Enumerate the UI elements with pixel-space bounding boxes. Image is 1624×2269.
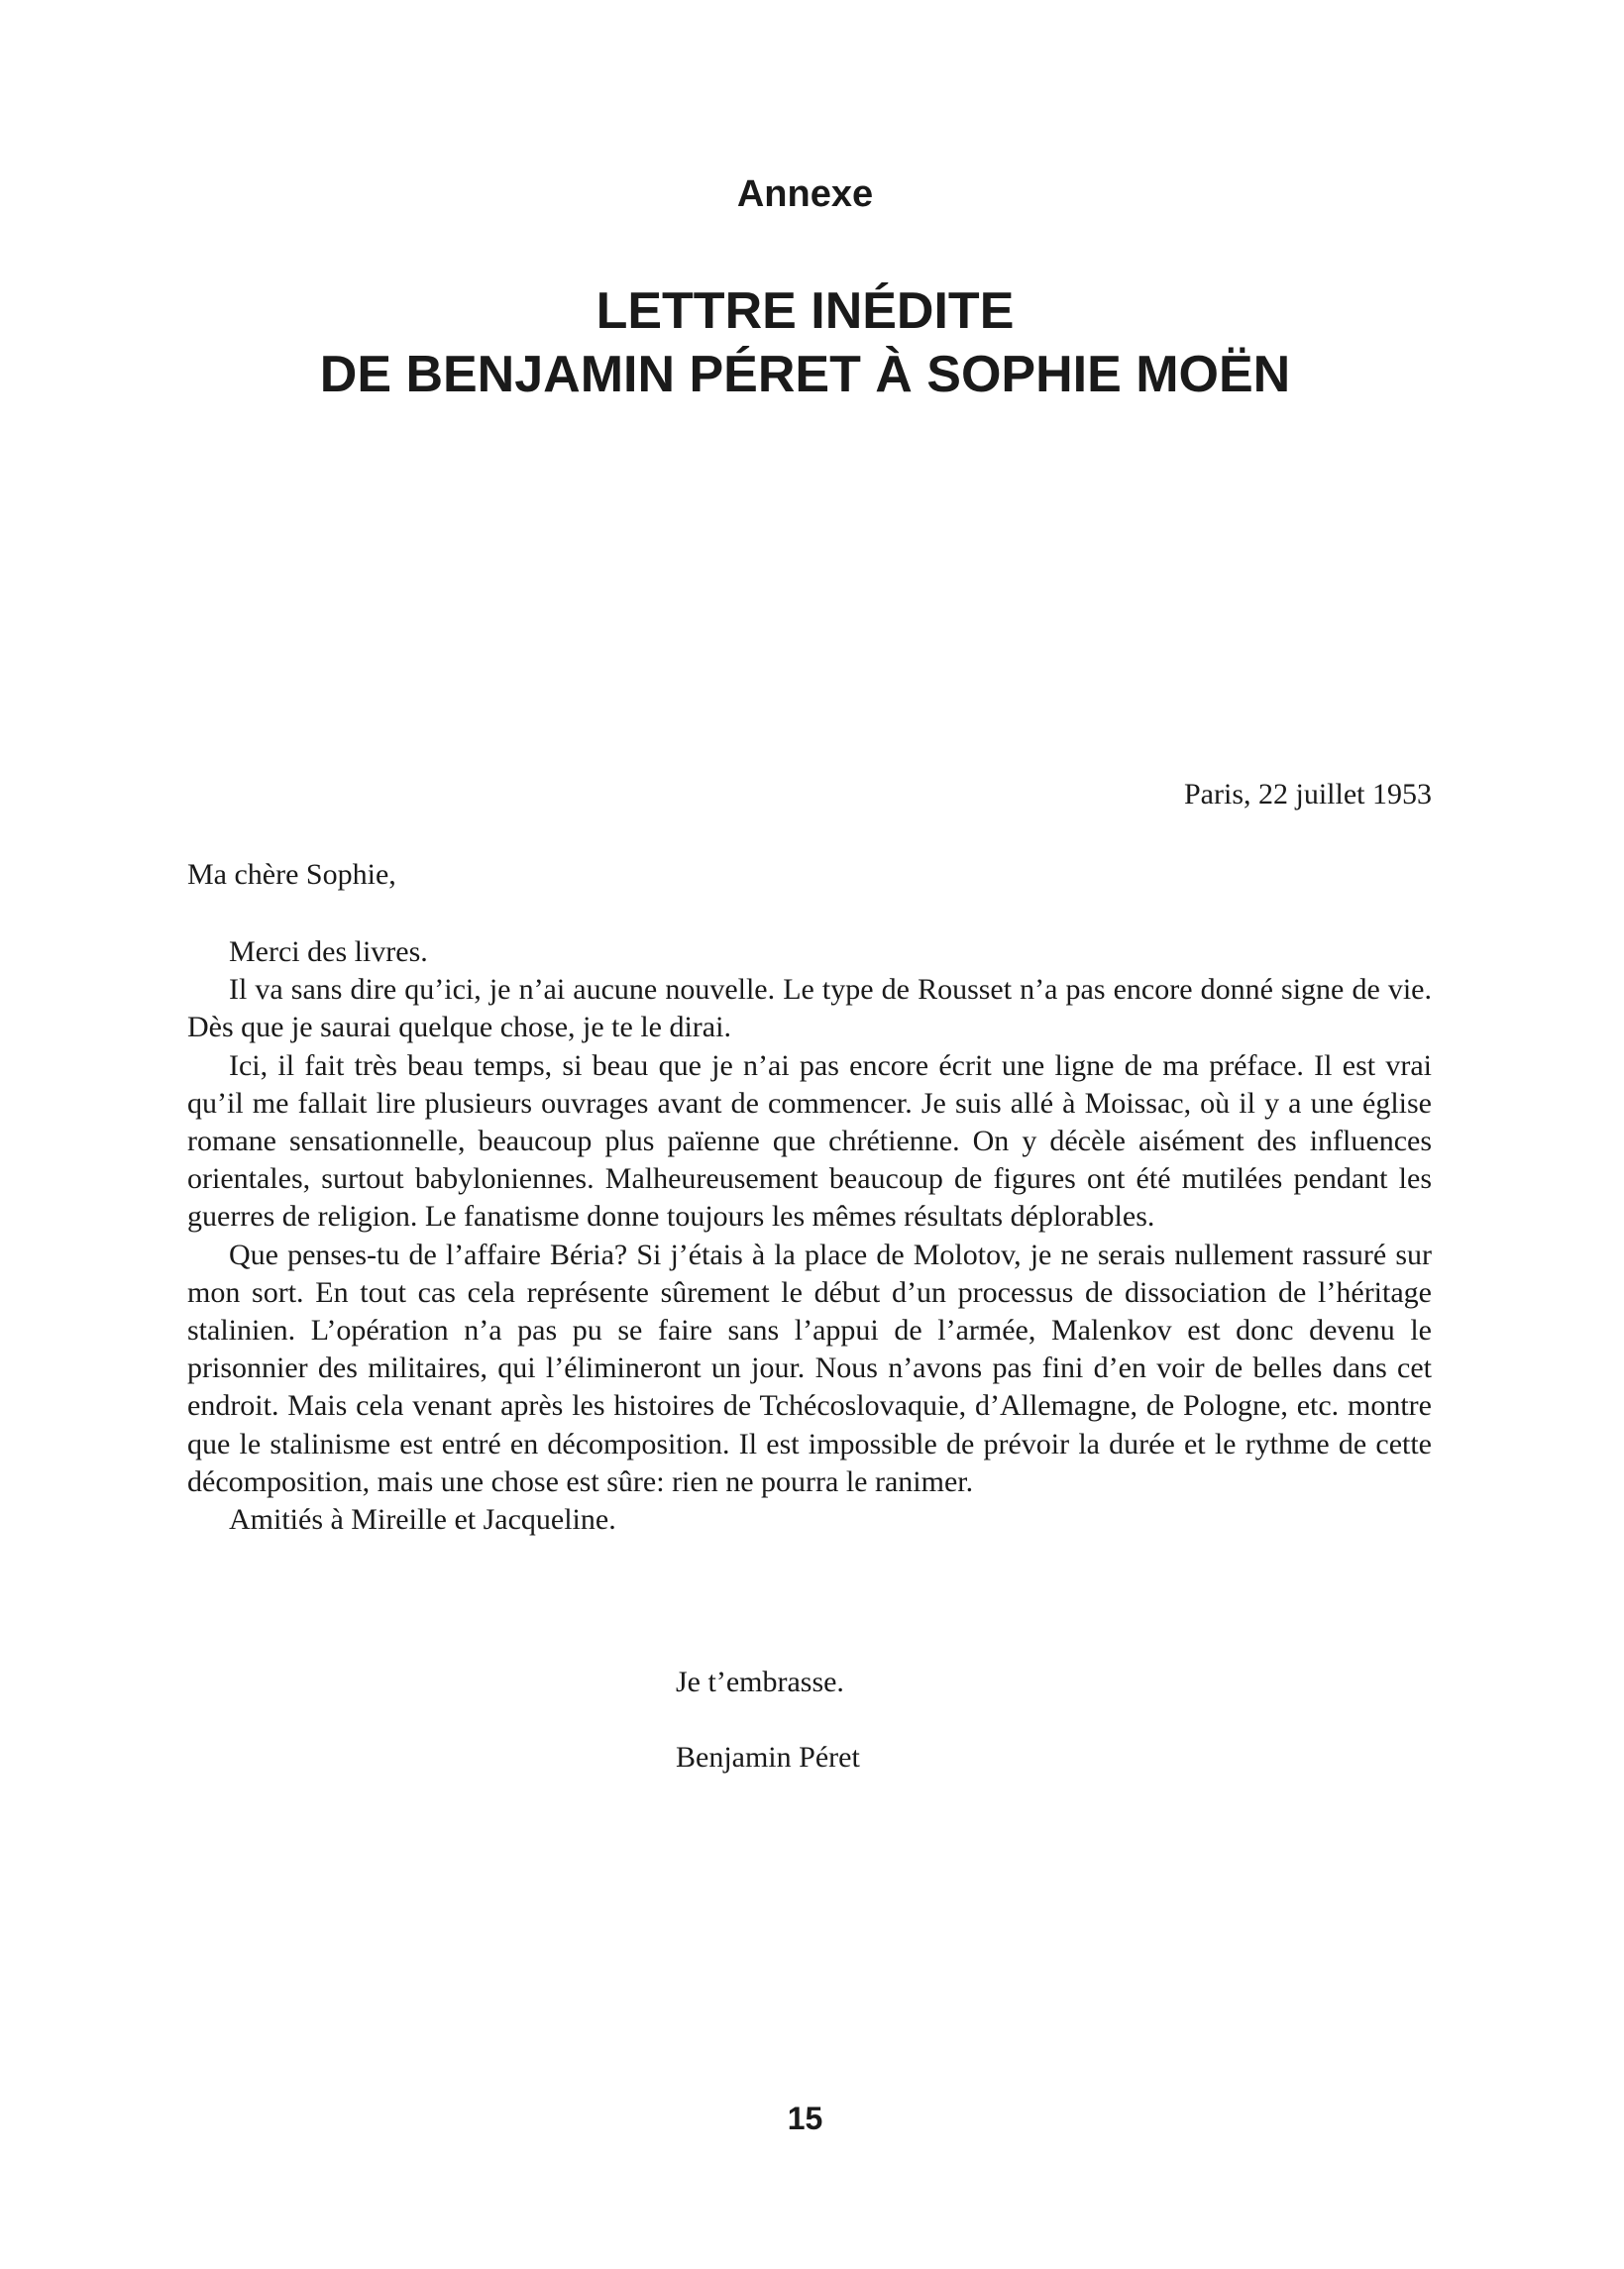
title-line-2: DE BENJAMIN PÉRET À SOPHIE MOËN — [319, 346, 1291, 403]
letter-paragraph: Ici, il fait très beau temps, si beau que je n’ai pas encore écrit une ligne de ma préface. Il est vrai qu’il me fallait lire plusieurs ouvrages avant de commencer. Je suis allé à Moissac, où il y a une église romane sensationnelle, beaucoup plus païenne que chrétienne. On y décèle aisément des influences orientales, surtout babyloniennes. Malheureusement beaucoup de figures ont été mutilées pendant les guerres de religion. Le fanatisme donne toujours les mêmes résultats déplorables. — [187, 1048, 1432, 1234]
letter-paragraph: Amitiés à Mireille et Jacqueline. — [229, 1503, 616, 1537]
section-label: Annexe — [736, 173, 874, 215]
page-number: 15 — [787, 2101, 823, 2136]
letter-signature: Benjamin Péret — [676, 1741, 860, 1774]
letter-body — [187, 933, 1432, 1539]
letter-paragraph: Que penses-tu de l’affaire Béria? Si j’étais à la place de Molotov, je ne serais nullement rassuré sur mon sort. En tout cas cela représente sûrement le début d’un processus de dissociation de l’héritage stalinien. L’opération n’a pas pu se faire sans l’appui de l’armée, Malenkov est donc devenu le prisonnier des militaires, qui l’élimineront un jour. Nous n’avons pas fini d’en voir de belles dans cet endroit. Mais cela venant après les histoires de Tchécoslovaquie, d’Allemagne, de Pologne, etc. montre que le stalinisme est entré en décomposition. Il est impossible de prévoir la durée et le rythme de cette décomposition, mais une chose est sûre: rien ne pourra le ranimer. — [187, 1238, 1432, 1498]
letter-dateline: Paris, 22 juillet 1953 — [1184, 778, 1432, 810]
title-line-1: LETTRE INÉDITE — [595, 282, 1015, 340]
letter-paragraph: Merci des livres. — [229, 935, 428, 968]
letter-closing: Je t’embrasse. — [676, 1666, 844, 1698]
letter-salutation: Ma chère Sophie, — [187, 858, 396, 891]
letter-paragraph: Il va sans dire qu’ici, je n’ai aucune nouvelle. Le type de Rousset n’a pas encore donné signe de vie. Dès que je saurai quelque chose, je te le dirai. — [187, 973, 1432, 1044]
page-title — [0, 279, 1610, 406]
